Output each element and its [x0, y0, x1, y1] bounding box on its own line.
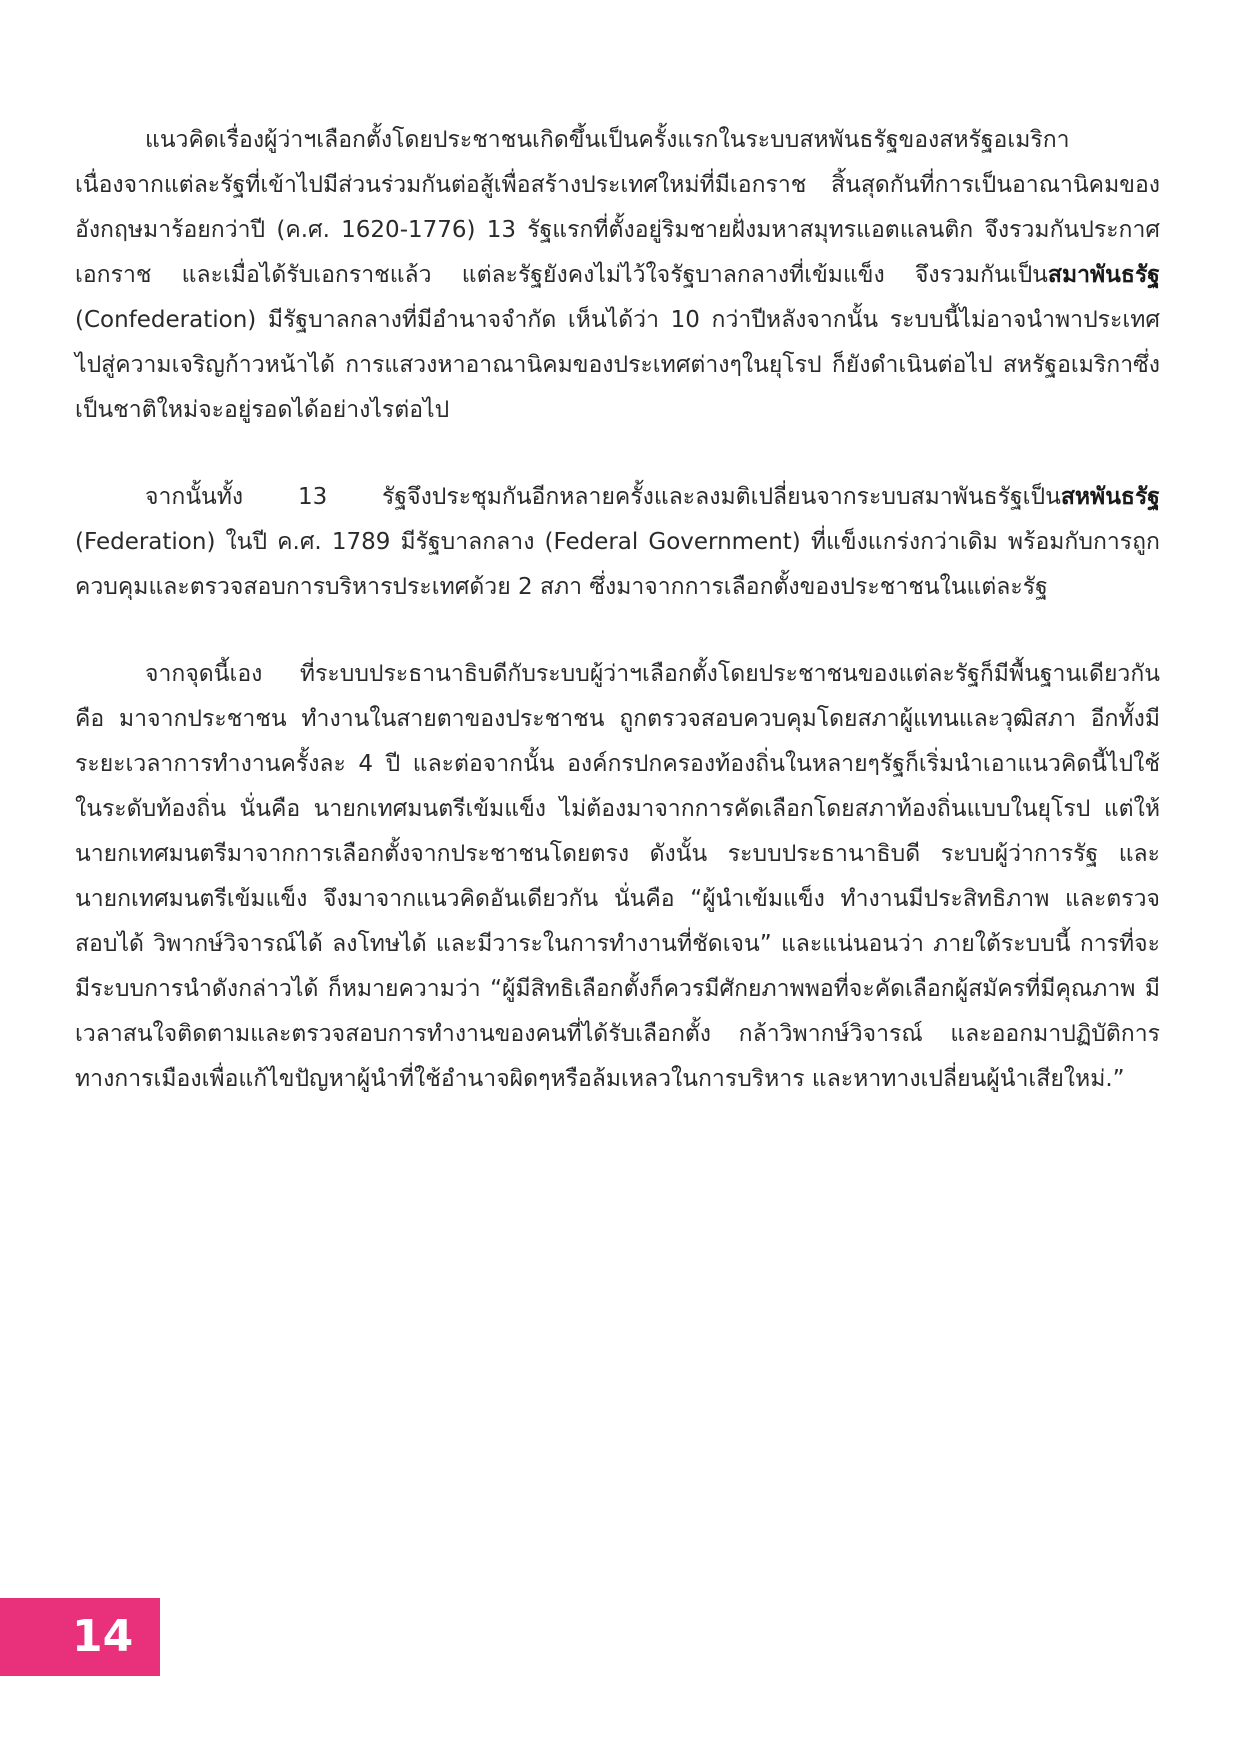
bold-term-federation: สหพันธรัฐ	[1060, 484, 1160, 510]
paragraph-3	[75, 652, 1160, 1102]
paragraph-2-text: จากนั้นทั้ง 13 รัฐจึงประชุมกันอีกหลายครั้งและลงมติเปลี่ยนจากระบบสมาพันธรัฐเป็น	[145, 484, 1061, 510]
paragraph-1-text-cont: (Confederation) มีรัฐบาลกลางที่มีอำนาจจำกัด เห็นได้ว่า 10 กว่าปีหลังจากนั้น ระบบนี้ไม่อาจนำพาประเทศไปสู่ความเจริญก้าวหน้าได้ การแสวงหาอาณานิคมของประเทศต่างๆในยุโรป ก็ยังดำเนินต่อไป สหรัฐอเมริกาซึ่งเป็นชาติใหม่จะอยู่รอดได้อย่างไรต่อไป	[75, 307, 1160, 423]
paragraph-3-text: จากจุดนี้เอง ที่ระบบประธานาธิบดีกับระบบผู้ว่าฯเลือกตั้งโดยประชาชนของแต่ละรัฐก็มีพื้นฐานเดียวกัน คือ มาจากประชาชน ทำงานในสายตาของประชาชน ถูกตรวจสอบควบคุมโดยสภาผู้แทนและวุฒิสภา อีกทั้งมีระยะเวลาการทำงานครั้งละ 4 ปี และต่อจากนั้น องค์กรปกครองท้องถิ่นในหลายๆรัฐก็เริ่มนำเอาแนวคิดนี้ไปใช้ในระดับท้องถิ่น นั่นคือ นายกเทศมนตรีเข้มแข็ง ไม่ต้องมาจากการคัดเลือกโดยสภาท้องถิ่นแบบในยุโรป แต่ให้นายกเทศมนตรีมาจากการเลือกตั้งจากประชาชนโดยตรง ดังนั้น ระบบประธานาธิบดี ระบบผู้ว่าการรัฐ และนายกเทศมนตรีเข้มแข็ง จึงมาจากแนวคิดอันเดียวกัน นั่นคือ “ผู้นำเข้มแข็ง ทำงานมีประสิทธิภาพ และตรวจสอบได้ วิพากษ์วิจารณ์ได้ ลงโทษได้ และมีวาระในการทำงานที่ชัดเจน” และแน่นอนว่า ภายใต้ระบบนี้ การที่จะมีระบบการนำดังกล่าวได้ ก็หมายความว่า “ผู้มีสิทธิเลือกตั้งก็ควรมีศักยภาพพอที่จะคัดเลือกผู้สมัครที่มีคุณภาพ มีเวลาสนใจติดตามและตรวจสอบการทำงานของคนที่ได้รับเลือกตั้ง กล้าวิพากษ์วิจารณ์ และออกมาปฏิบัติการทางการเมืองเพื่อแก้ไขปัญหาผู้นำที่ใช้อำนาจผิดๆหรือล้มเหลวในการบริหาร และหาทางเปลี่ยนผู้นำเสียใหม่.”	[75, 661, 1160, 1092]
paragraph-1	[75, 118, 1160, 433]
paragraph-2-text-cont: (Federation) ในปี ค.ศ. 1789 มีรัฐบาลกลาง (Federal Government) ที่แข็งแกร่งกว่าเดิม พร้อมกับการถูกควบคุมและตรวจสอบการบริหารประเทศด้วย 2 สภา ซึ่งมาจากการเลือกตั้งของประชาชนในแต่ละรัฐ	[75, 529, 1160, 600]
page-number: 14	[72, 1611, 134, 1662]
bold-term-confederation: สมาพันธรัฐ	[1047, 262, 1160, 288]
paragraph-2	[75, 475, 1160, 610]
body-text	[75, 118, 1160, 1102]
page-number-badge	[0, 1598, 160, 1676]
paragraph-1-text: แนวคิดเรื่องผู้ว่าฯเลือกตั้งโดยประชาชนเกิดขึ้นเป็นครั้งแรกในระบบสหพันธรัฐของสหรัฐอเมริกา เนื่องจากแต่ละรัฐที่เข้าไปมีส่วนร่วมกันต่อสู้เพื่อสร้างประเทศใหม่ที่มีเอกราช สิ้นสุดกันที่การเป็นอาณานิคมของอังกฤษมาร้อยกว่าปี (ค.ศ. 1620-1776) 13 รัฐแรกที่ตั้งอยู่ริมชายฝั่งมหาสมุทรแอตแลนติก จึงรวมกันประกาศเอกราช และเมื่อได้รับเอกราชแล้ว แต่ละรัฐยังคงไม่ไว้ใจรัฐบาลกลางที่เข้มแข็ง จึงรวมกันเป็น	[75, 127, 1160, 288]
